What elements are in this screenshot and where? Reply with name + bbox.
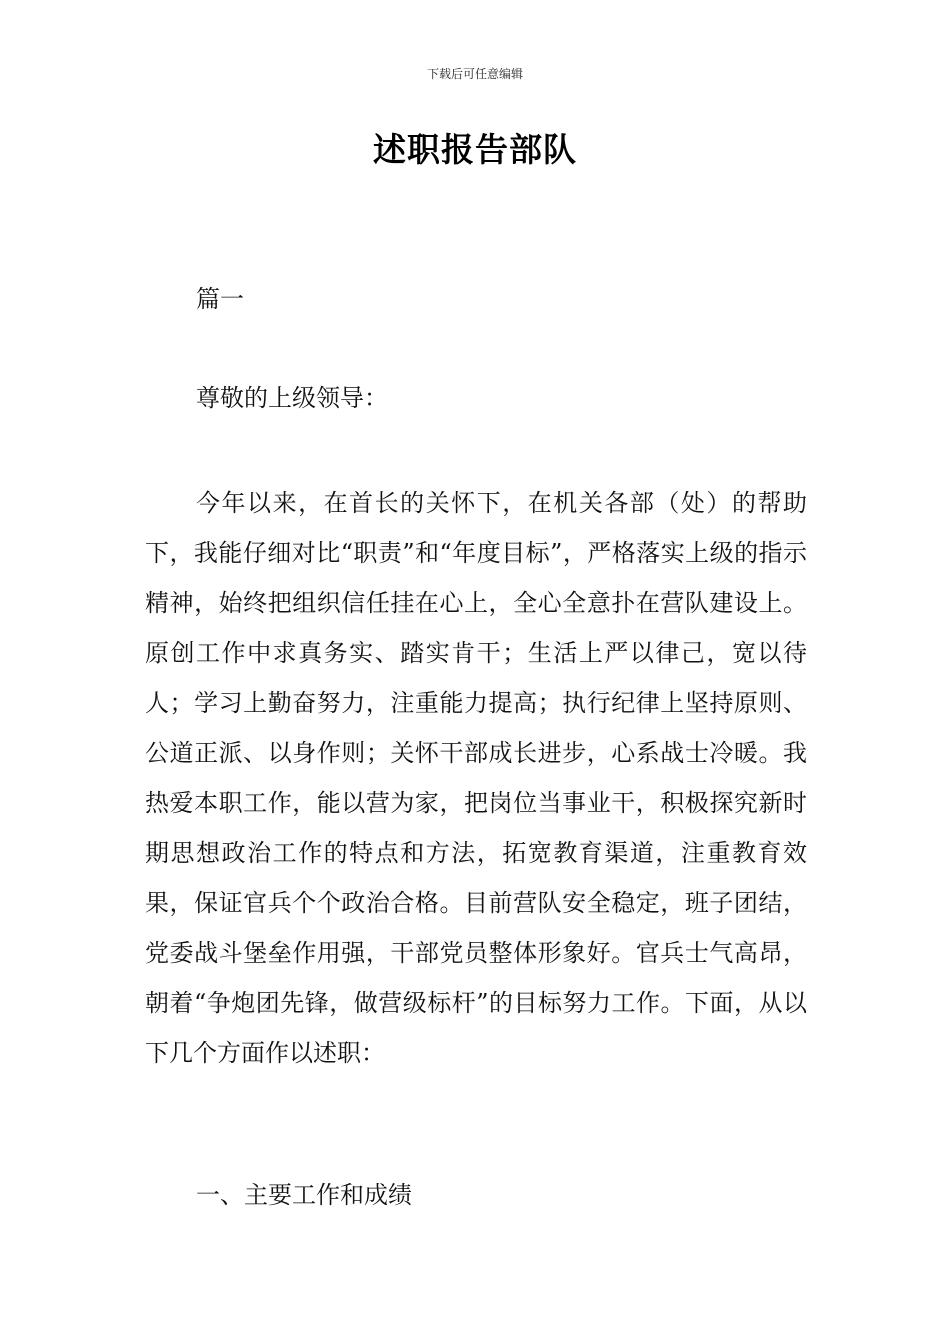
salutation: 尊敬的上级领导： <box>196 384 388 412</box>
body-paragraph: 今年以来，在首长的关怀下，在机关各部（处）的帮助下，我能仔细对比“职责”和“年度目标”，严格落实上级的指示精神，始终把组织信任挂在心上，全心全意扑在营队建设上。原创工作中求真务实、踏实肯干；生活上严以律己，宽以待人；学习上勤奋努力，注重能力提高；执行纪律上坚持原则、公道正派、以身作则；关怀干部成长进步，心系战士冷暖。我热爱本职工作，能以营为家，把岗位当事业干，积极探究新时期思想政治工作的特点和方法，拓宽教育渠道，注重教育效果，保证官兵个个政治合格。目前营队安全稳定，班子团结，党委战斗堡垒作用强，干部党员整体形象好。官兵士气高昂，朝着“争炮团先锋，做营级标杆”的目标努力工作。下面，从以下几个方面作以述职： <box>145 489 807 1067</box>
section-label: 篇一 <box>196 285 244 313</box>
header-note: 下载后可任意编辑 <box>426 67 523 81</box>
section-subheading: 一、主要工作和成绩 <box>196 1181 412 1209</box>
document-title: 述职报告部队 <box>373 130 577 169</box>
